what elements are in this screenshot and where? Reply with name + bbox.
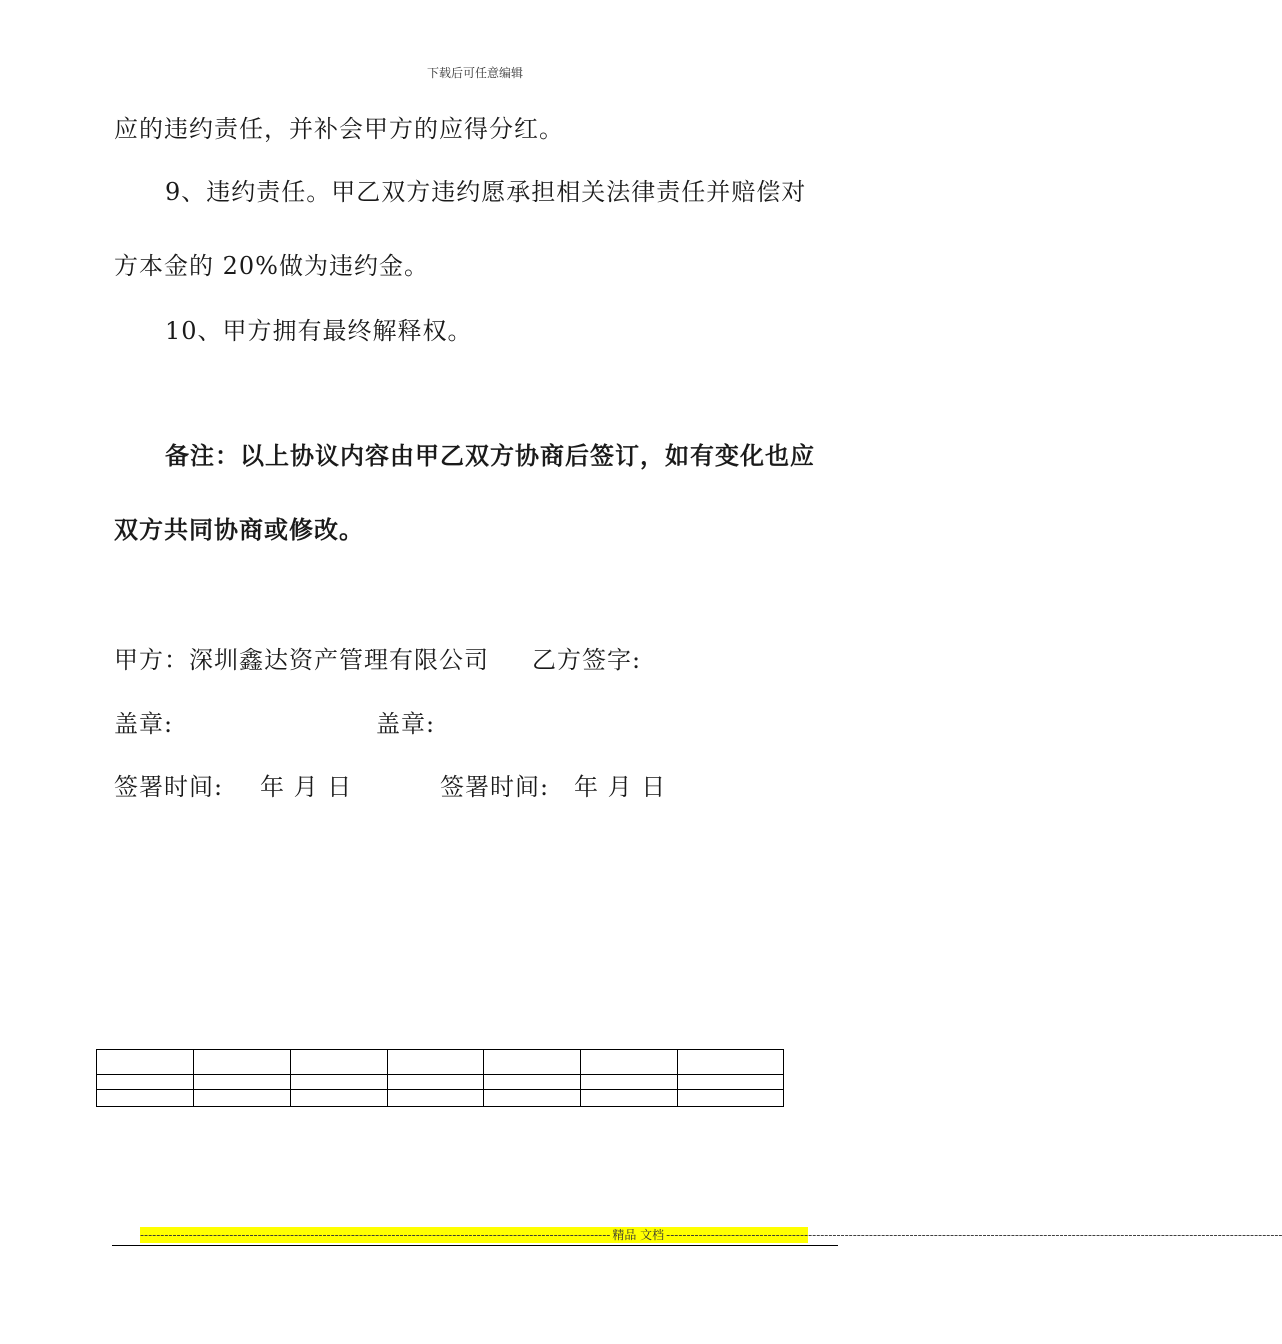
party-a-seal-label: 盖章:	[114, 710, 174, 738]
footer-label: 精品 文档	[612, 1228, 665, 1242]
table-cell	[290, 1050, 387, 1075]
table-cell	[387, 1050, 484, 1075]
footer-dashes-left: --------------------------------------------------------------------------------------------------------------------	[140, 1228, 611, 1242]
footer-rule	[112, 1245, 838, 1246]
table-cell	[193, 1075, 290, 1090]
table-cell	[97, 1050, 194, 1075]
table-cell	[678, 1075, 784, 1090]
table-cell	[97, 1090, 194, 1107]
table-cell	[193, 1090, 290, 1107]
table-cell	[387, 1090, 484, 1107]
party-a-name: 甲方：深圳鑫达资产管理有限公司	[114, 646, 489, 674]
table-cell	[193, 1050, 290, 1075]
table-cell	[484, 1090, 581, 1107]
paragraph-8-tail: 应的违约责任，并补会甲方的应得分红。	[114, 115, 564, 143]
table-cell	[581, 1090, 678, 1107]
note-line-1: 备注：以上协议内容由甲乙双方协商后签订，如有变化也应	[165, 441, 815, 470]
table-row	[97, 1090, 784, 1107]
table-row	[97, 1075, 784, 1090]
party-a-date-label: 签署时间:	[114, 773, 224, 801]
table-cell	[581, 1050, 678, 1075]
table-cell	[290, 1075, 387, 1090]
table-cell	[484, 1075, 581, 1090]
table-cell	[678, 1050, 784, 1075]
party-a-date-value: 年 月 日	[260, 773, 353, 801]
table-row	[97, 1050, 784, 1075]
party-b-signature-label: 乙方签字:	[532, 646, 642, 674]
paragraph-9-line-2: 方本金的 20%做为违约金。	[114, 252, 429, 280]
table-cell	[484, 1050, 581, 1075]
party-b-date-value: 年 月 日	[574, 773, 667, 801]
footer-highlight-bar	[140, 1227, 1282, 1243]
table-cell	[387, 1075, 484, 1090]
party-b-seal-label: 盖章:	[376, 710, 436, 738]
party-b-date-label: 签署时间:	[440, 773, 550, 801]
footer-dashes-right: --------------------------------------------------------------------------------------------------------------------------------------------------------	[666, 1228, 1282, 1242]
table-cell	[678, 1090, 784, 1107]
table-cell	[97, 1075, 194, 1090]
paragraph-9-line-1: 9、违约责任。甲乙双方违约愿承担相关法律责任并赔偿对	[165, 178, 807, 206]
empty-table	[96, 1049, 784, 1107]
table-cell	[581, 1075, 678, 1090]
paragraph-10: 10、甲方拥有最终解释权。	[165, 317, 473, 345]
note-line-2: 双方共同协商或修改。	[114, 515, 364, 544]
table-cell	[290, 1090, 387, 1107]
page-header: 下载后可任意编辑	[426, 66, 523, 80]
